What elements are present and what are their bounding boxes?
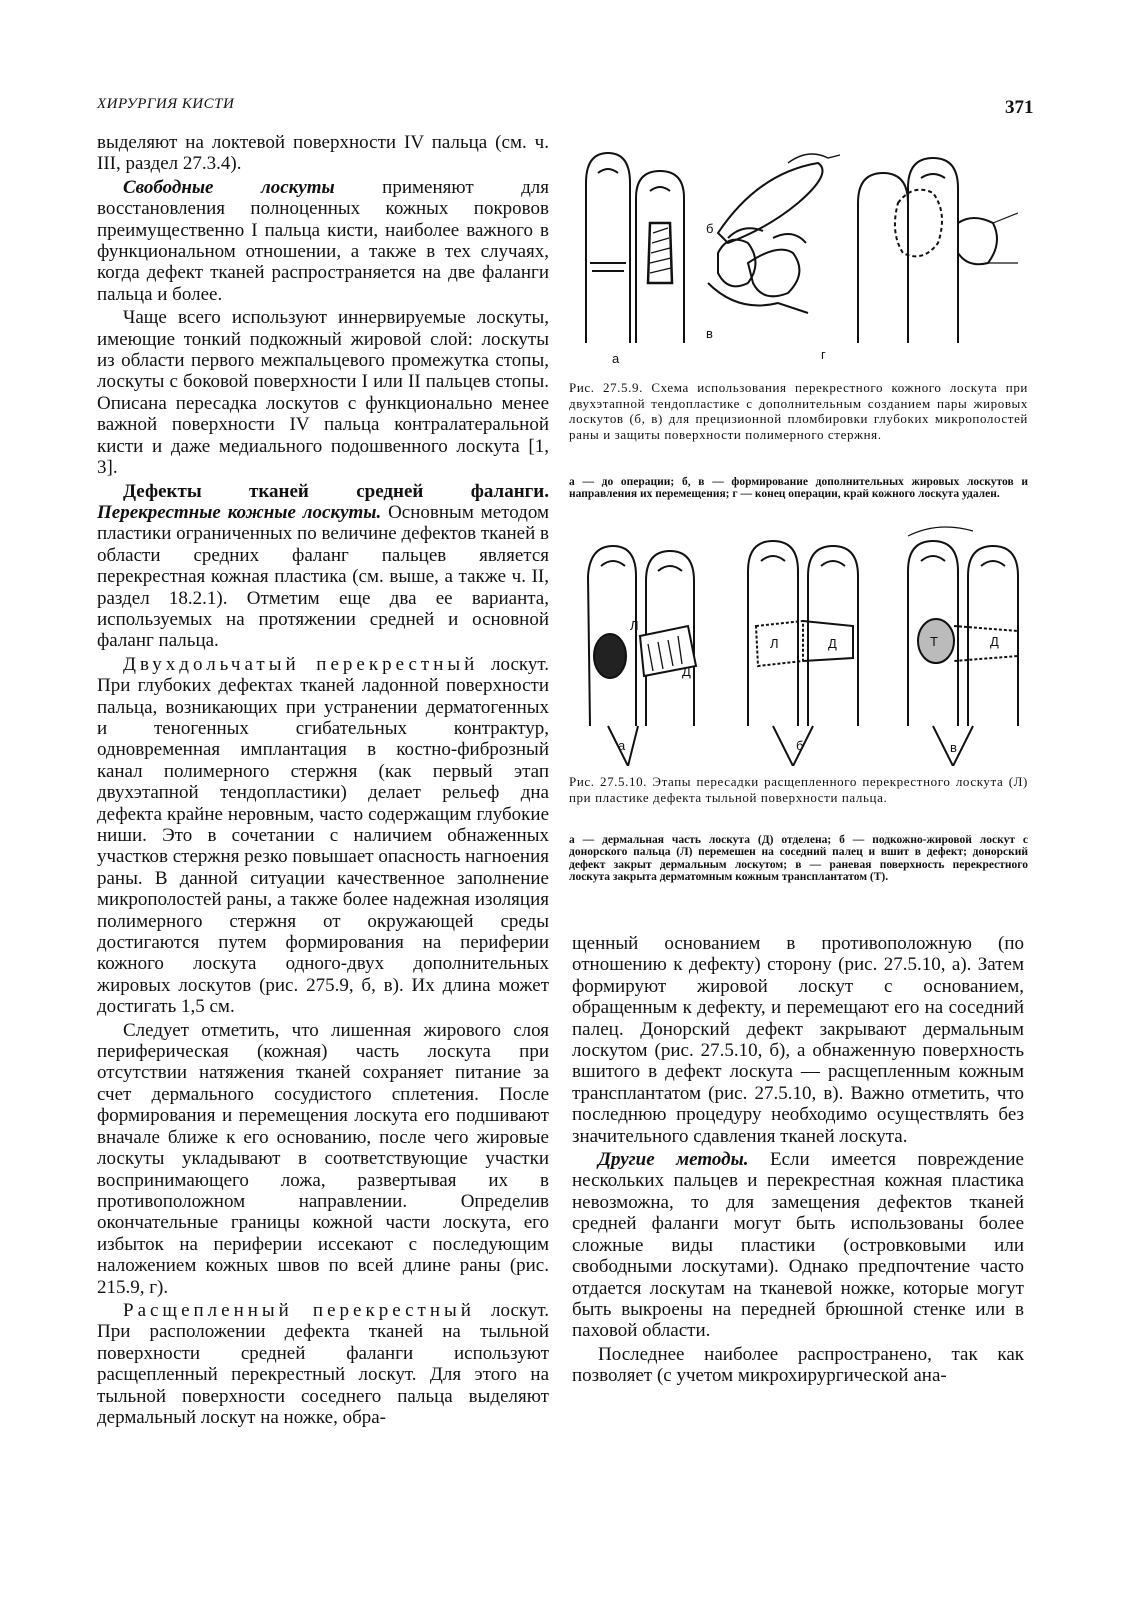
finger-outline xyxy=(636,171,684,343)
label-a: а xyxy=(612,351,620,366)
paragraph-free-flaps xyxy=(97,177,549,305)
figure-27-5-10 xyxy=(578,526,1028,766)
nail xyxy=(921,174,945,178)
paragraph: выделяют на локтевой поверхности IV пальца (см. ч. III, раздел 27.3.4). xyxy=(97,132,549,175)
nail xyxy=(598,169,618,173)
joint-v xyxy=(773,726,813,766)
figure-caption: Рис. 27.5.9. Схема использования перекрестного кожного лоскута при двухэтапной тендопластике с дополнительным созданием пары жировых лоскутов (б, в) для прецизионной пломбировки глубоких микрополостей раны и защиты поверхности полимерного стержня. xyxy=(569,380,1028,442)
figure-caption: Рис. 27.5.10. Этапы пересадки расщепленного перекрестного лоскута (Л) при пластике дефекта тыльной поверхности пальца. xyxy=(569,774,1028,805)
fat-flap xyxy=(756,621,803,666)
label-v: в xyxy=(706,326,713,341)
label-T: Т xyxy=(930,634,938,649)
fat-flap xyxy=(718,240,756,287)
paragraph-text: лоскут. При расположении дефекта тканей на тыльной поверхности средней фаланги используют расщепленный перекрестный лоскут. Для этого на тыльной поверхности соседнего пальца выделяют дермальный лоскут на ножке, обра- xyxy=(97,1299,549,1428)
label-L: Л xyxy=(770,636,779,651)
label-g: г xyxy=(821,347,826,362)
paragraph-text: лоскут. При глубоких дефектах тканей ладонной поверхности пальца, возникающих при устранении дерматогенных и теногенных сгибательных контрактур, одновременная имплантация в костно-фиброзный канал полимерного стержня (как первый этап двухэтапной тендопластики) делает рельеф дна дефекта крайне неровным, часто содержащим глубокие ниши. Это в сочетании с наличием обнаженных участков стержня резко повышает опасность нагноения раны. В данной ситуации качественное заполнение микрополостей раны, а также более надежная изоляция полимерного стержня от окружающей среды достигаются путем формирования на периферии кожного лоскута одного-двух дополнительных жировых лоскутов (рис. 275.9, б, в). Их длина может достигать 1,5 см. xyxy=(97,653,549,1018)
label-b: б xyxy=(796,738,804,753)
paragraph-text: применяют для восстановления полноценных кожных покровов преимущественно I пальца кисти, наиболее важного в функциональном отношении, а также в тех случаях, когда дефект тканей распространяется на две фаланги пальца и более. xyxy=(97,176,549,305)
term-bilobed-flap: Двухдольчатый перекрестный xyxy=(123,653,479,675)
flap-stitch xyxy=(788,154,840,163)
page-number: 371 xyxy=(1005,97,1034,118)
nail xyxy=(821,561,845,566)
flap xyxy=(954,626,1018,661)
term-other-methods: Другие методы. xyxy=(598,1149,749,1171)
section-heading: Дефекты тканей средней фаланги. xyxy=(123,480,549,502)
paragraph-text: Основным методом пластики ограниченных по величине дефектов тканей в области средних фаланг пальцев является перекрестная кожная пластика (см. выше, а также ч. II, раздел 18.2.1). Отметим еще два ее варианта, используемых на протяжении средней и основной фаланг пальца. xyxy=(97,501,549,652)
label-D: Д xyxy=(682,664,691,679)
right-column xyxy=(572,933,1024,1387)
paragraph-split-flap xyxy=(97,1300,549,1428)
label-b: б xyxy=(706,221,714,236)
paragraph: Последнее наиболее распространено, так как позволяет (с учетом микрохирургической ана- xyxy=(572,1343,1024,1387)
term-split-flap: Расщепленный перекрестный xyxy=(123,1299,475,1321)
finger-outline xyxy=(858,173,908,343)
rod-hatch xyxy=(650,228,671,273)
flap-outline xyxy=(718,163,823,243)
nail xyxy=(658,566,682,571)
pointer-line xyxy=(908,527,973,536)
joint-crease xyxy=(590,263,626,271)
paragraph: Следует отметить, что лишенная жирового слоя периферическая (кожная) часть лоскута при отсутствии натяжения тканей сохраняет питание за счет дермального сосудистого сплетения. После формирования и перемещения лоскута его подшивают вначале ближе к его основанию, после чего жировые лоскуты укладывают в соответствующие участки воспринимающего ложа, развертывая их в противоположном направлении. Определив окончательные границы кожной части лоскута, его избыток на периферии иссекают с последующим наложением кожных швов по всей длине раны (рис. 215.9, г). xyxy=(97,1019,549,1298)
paragraph: Чаще всего используют иннервируемые лоскуты, имеющие тонкий подкожный жировой слой: лоскуты из области первого межпальцевого промежутка стопы, лоскуты с боковой поверхности I или II пальцев стопы. Описана пересадка лоскутов с функционально менее важной поверхности IV пальца контралатеральной кисти и даже медиального подошвенного лоскута [1, 3]. xyxy=(97,307,549,479)
figure-27-5-9 xyxy=(578,143,1028,373)
left-column xyxy=(97,132,549,1428)
section-middle-phalanx xyxy=(97,481,549,652)
removed-edge xyxy=(958,218,997,264)
running-title: ХИРУРГИЯ КИСТИ xyxy=(97,96,235,112)
nail xyxy=(981,561,1005,566)
nail xyxy=(921,556,945,561)
paragraph-other-methods xyxy=(572,1149,1024,1342)
finger-outline xyxy=(908,158,958,343)
nail xyxy=(761,556,785,561)
paragraph-bilobed-flap xyxy=(97,654,549,1018)
label-a: а xyxy=(618,738,626,753)
label-D: Д xyxy=(990,634,999,649)
nail xyxy=(601,561,625,566)
term-free-flaps: Свободные лоскуты xyxy=(123,176,335,198)
finger-outline xyxy=(586,153,630,343)
paragraph-text: Если имеется повреждение нескольких пальцев и перекрестная кожная пластика невозможна, то для замещения дефектов тканей средней фаланги могут быть использованы более сложные виды пластики (островковыми или свободными лоскутами). Однако предпочтение часто отдается лоскутам на тканевой ножке, которые могут быть выкроены на передней брюшной стенке или в паховой области. xyxy=(572,1149,1024,1342)
label-L: Л xyxy=(630,618,639,633)
defect xyxy=(594,634,626,678)
paragraph: щенный основанием в противоположную (по отношению к дефекту) сторону (рис. 27.5.10, а). Затем формируют жировой лоскут с основанием, обращенным к дефекту, и перемещают его на соседний палец. Донорский дефект закрывают дермальным лоскутом (рис. 27.5.10, б), а обнаженную поверхность вшитого в дефект лоскута — расщепленным кожным трансплантатом (рис. 27.5.10, в). Важно отметить, что последнюю процедуру необходимо осуществлять без значительного сдавления тканей лоскута. xyxy=(572,933,1024,1147)
label-v: в xyxy=(950,740,957,755)
graft-outline xyxy=(895,190,942,257)
section-subheading: Перекрестные кожные лоскуты. xyxy=(97,501,382,523)
figure-legend: а — до операции; б, в — формирование дополнительных жировых лоскутов и направления их перемещения; г — конец операции, край кожного лоскута удален. xyxy=(569,476,1028,501)
label-D: Д xyxy=(828,636,837,651)
figure-legend: а — дермальная часть лоскута (Д) отделена; б — подкожно-жировой лоскут с донорского пальца (Л) перемешен на соседний палец и вшит в дефект; донорский дефект закрыт дермальным лоскутом; в — раневая поверхность перекрестного лоскута закрыта дерматомным кожным трансплантатом (Т). xyxy=(569,834,1028,884)
nail xyxy=(650,187,670,191)
arrow-move xyxy=(773,234,806,243)
